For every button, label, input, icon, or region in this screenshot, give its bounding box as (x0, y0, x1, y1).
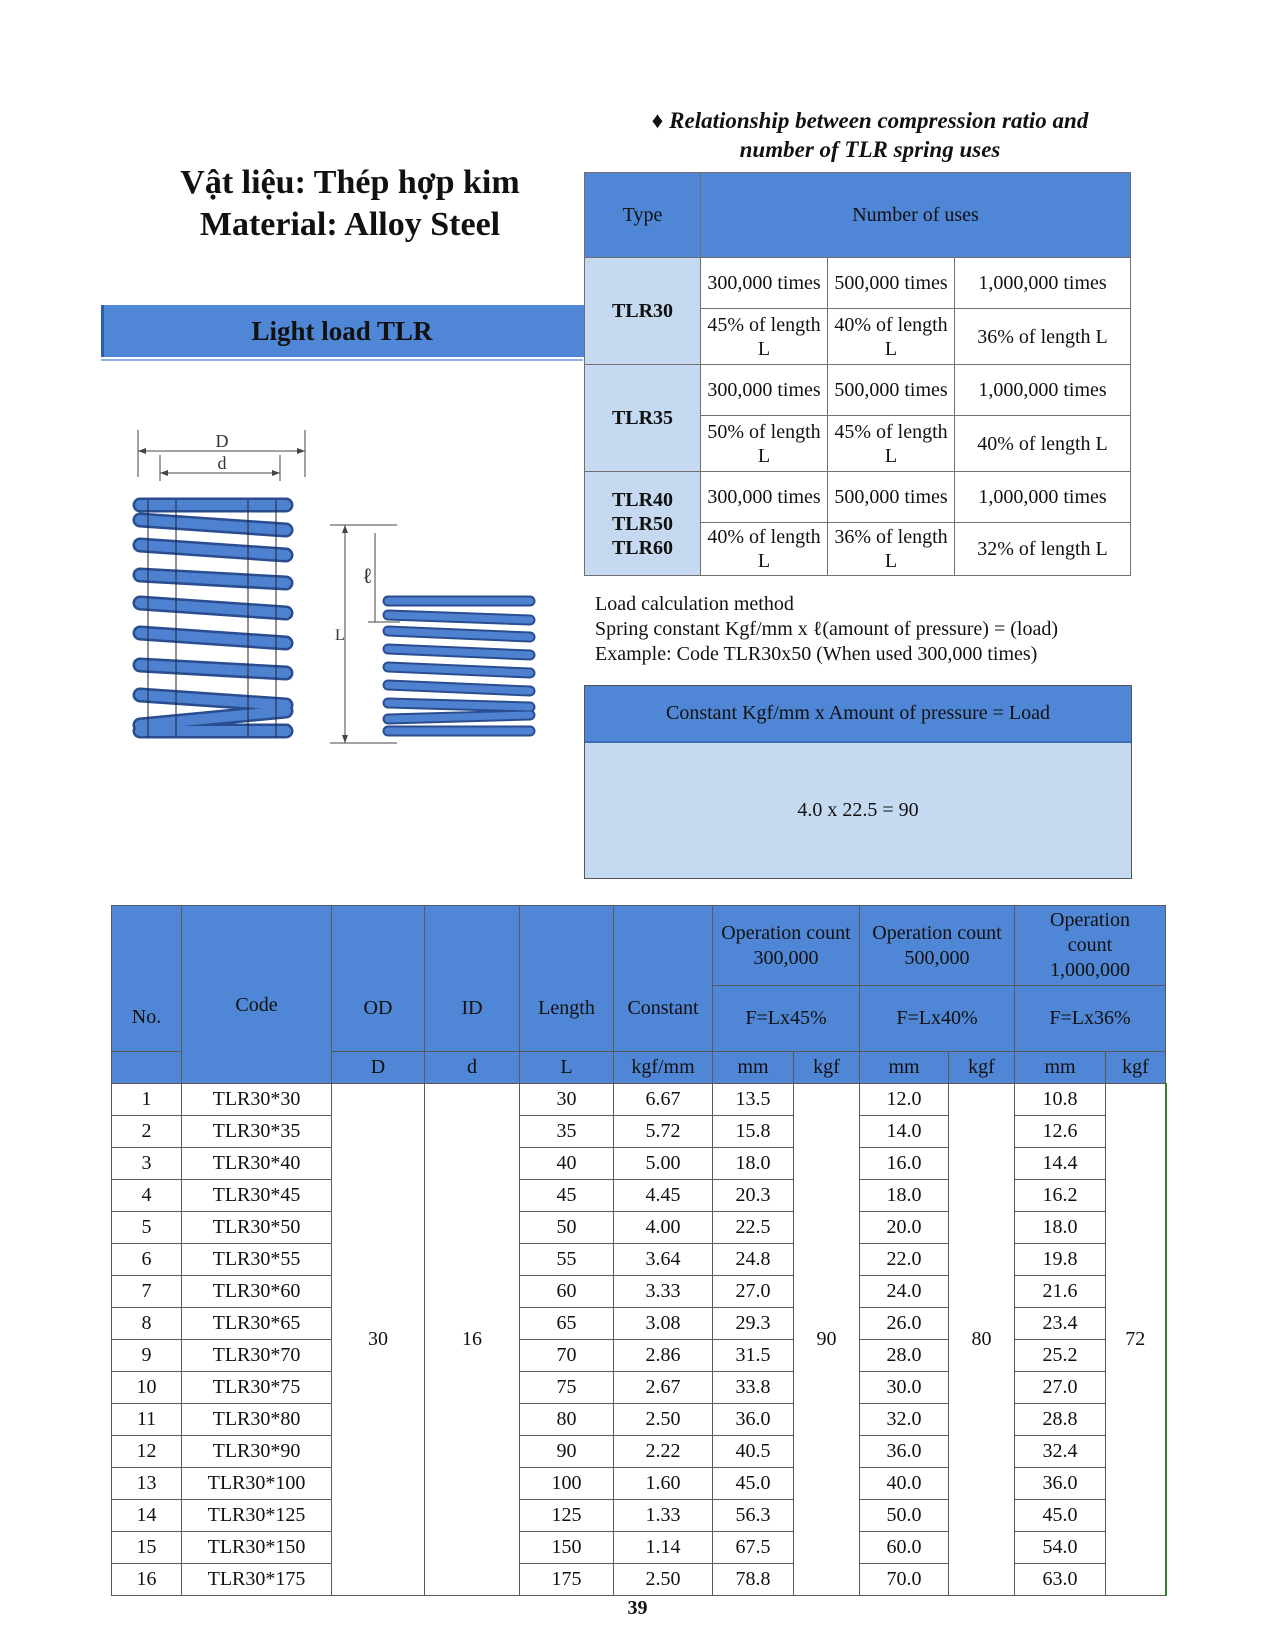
mm-45-cell: 22.5 (713, 1212, 794, 1244)
type-header: Type (585, 173, 701, 258)
mm-36-cell: 19.8 (1015, 1244, 1106, 1276)
f3-header: F=Lx36% (1015, 986, 1166, 1052)
page-number: 39 (627, 1597, 648, 1619)
constant-cell: 3.08 (614, 1308, 713, 1340)
length-cell: 80 (520, 1404, 614, 1436)
ratio-cell: 45% of length L (701, 309, 828, 365)
uses-cell: 500,000 times (828, 472, 955, 523)
mm-36-cell: 10.8 (1015, 1084, 1106, 1116)
mm-40-cell: 36.0 (860, 1436, 949, 1468)
length-cell: 40 (520, 1148, 614, 1180)
mm-40-cell: 70.0 (860, 1564, 949, 1596)
length-cell: 65 (520, 1308, 614, 1340)
uses-header: Number of uses (701, 173, 1131, 258)
code-cell: TLR30*70 (182, 1340, 332, 1372)
code-cell: TLR30*45 (182, 1180, 332, 1212)
mm-36-cell: 18.0 (1015, 1212, 1106, 1244)
mm-45-cell: 56.3 (713, 1500, 794, 1532)
constant-unit: kgf/mm (614, 1052, 713, 1084)
ratio-cell: 40% of length L (828, 309, 955, 365)
mm-40-cell: 60.0 (860, 1532, 949, 1564)
mm-45-cell: 67.5 (713, 1532, 794, 1564)
row-number-cell: 15 (112, 1532, 182, 1564)
row-number-cell: 9 (112, 1340, 182, 1372)
mm-36-cell: 45.0 (1015, 1500, 1106, 1532)
constant-cell: 2.50 (614, 1404, 713, 1436)
length-cell: 30 (520, 1084, 614, 1116)
mm-36-cell: 21.6 (1015, 1276, 1106, 1308)
code-cell: TLR30*75 (182, 1372, 332, 1404)
length-cell: 90 (520, 1436, 614, 1468)
uses-table (584, 172, 1131, 576)
mm-45-cell: 33.8 (713, 1372, 794, 1404)
mm-45-cell: 27.0 (713, 1276, 794, 1308)
mm-36-cell: 16.2 (1015, 1180, 1106, 1212)
constant-header: Constant (614, 906, 713, 1052)
code-cell: TLR30*30 (182, 1084, 332, 1116)
length-unit: L (520, 1052, 614, 1084)
mm-unit: mm (860, 1052, 949, 1084)
light-load-banner-title: Light load TLR (251, 316, 433, 346)
mm-45-cell: 29.3 (713, 1308, 794, 1340)
compression-label: ℓ (362, 563, 373, 588)
mm-40-cell: 18.0 (860, 1180, 949, 1212)
od-header: OD (332, 906, 425, 1052)
constant-cell: 5.72 (614, 1116, 713, 1148)
kgf-unit: kgf (1106, 1052, 1166, 1084)
free-length-label: L (335, 627, 345, 644)
length-cell: 50 (520, 1212, 614, 1244)
mm-36-cell: 25.2 (1015, 1340, 1106, 1372)
mm-45-cell: 20.3 (713, 1180, 794, 1212)
row-number-cell: 6 (112, 1244, 182, 1276)
inner-diameter-label: d (217, 453, 227, 473)
mm-40-cell: 26.0 (860, 1308, 949, 1340)
diamond-bullet-icon: ♦ (651, 108, 664, 133)
row-number-cell: 13 (112, 1468, 182, 1500)
mm-40-cell: 30.0 (860, 1372, 949, 1404)
row-number-cell: 8 (112, 1308, 182, 1340)
mm-36-cell: 54.0 (1015, 1532, 1106, 1564)
uses-cell: 500,000 times (828, 365, 955, 416)
constant-cell: 2.86 (614, 1340, 713, 1372)
ratio-cell: 50% of length L (701, 416, 828, 472)
constant-cell: 4.00 (614, 1212, 713, 1244)
length-cell: 55 (520, 1244, 614, 1276)
ratio-cell: 36% of length L (828, 523, 955, 576)
mm-45-cell: 40.5 (713, 1436, 794, 1468)
spring-diagram (130, 425, 570, 755)
mm-40-cell: 20.0 (860, 1212, 949, 1244)
spring-free-icon (140, 500, 286, 737)
id-header: ID (425, 906, 520, 1052)
code-cell: TLR30*60 (182, 1276, 332, 1308)
uses-cell: 1,000,000 times (955, 258, 1131, 309)
kgf-36-cell: 72 (1106, 1084, 1166, 1596)
id-value-cell: 16 (425, 1084, 520, 1596)
no-header: No. (112, 906, 182, 1052)
material-heading-en: Material: Alloy Steel (199, 206, 501, 243)
mm-40-cell: 24.0 (860, 1276, 949, 1308)
row-number-cell: 16 (112, 1564, 182, 1596)
row-number-cell: 14 (112, 1500, 182, 1532)
spring-compressed-icon (388, 601, 530, 731)
mm-unit: mm (713, 1052, 794, 1084)
spec-table-body (112, 1084, 1166, 1596)
mm-36-cell: 12.6 (1015, 1116, 1106, 1148)
mm-40-cell: 16.0 (860, 1148, 949, 1180)
type-cell: TLR35 (585, 365, 701, 472)
row-number-cell: 5 (112, 1212, 182, 1244)
op-count-3-header: Operation count 1,000,000 (1015, 906, 1166, 986)
no-unit-cell (112, 1052, 182, 1084)
load-calc-formula-text: Spring constant Kgf/mm x ℓ(amount of pressure) = (load) (595, 618, 1058, 640)
relationship-title (590, 106, 1150, 164)
code-header: Code (182, 906, 332, 1084)
mm-45-cell: 18.0 (713, 1148, 794, 1180)
table-row (112, 1084, 1166, 1116)
f1-header: F=Lx45% (713, 986, 860, 1052)
mm-45-cell: 13.5 (713, 1084, 794, 1116)
mm-40-cell: 12.0 (860, 1084, 949, 1116)
id-unit: d (425, 1052, 520, 1084)
code-cell: TLR30*90 (182, 1436, 332, 1468)
uses-cell: 300,000 times (701, 365, 828, 416)
op-count-1-header: Operation count 300,000 (713, 906, 860, 986)
diameter-label: D (215, 431, 229, 451)
mm-45-cell: 78.8 (713, 1564, 794, 1596)
formula-header: Constant Kgf/mm x Amount of pressure = Load (585, 686, 1131, 743)
mm-40-cell: 14.0 (860, 1116, 949, 1148)
code-cell: TLR30*40 (182, 1148, 332, 1180)
code-cell: TLR30*65 (182, 1308, 332, 1340)
mm-36-cell: 63.0 (1015, 1564, 1106, 1596)
relationship-title-line2: number of TLR spring uses (739, 137, 1001, 162)
length-cell: 150 (520, 1532, 614, 1564)
type-cell: TLR30 (585, 258, 701, 365)
code-cell: TLR30*175 (182, 1564, 332, 1596)
kgf-unit: kgf (794, 1052, 860, 1084)
code-cell: TLR30*80 (182, 1404, 332, 1436)
constant-cell: 1.60 (614, 1468, 713, 1500)
mm-36-cell: 23.4 (1015, 1308, 1106, 1340)
mm-36-cell: 28.8 (1015, 1404, 1106, 1436)
mm-40-cell: 32.0 (860, 1404, 949, 1436)
kgf-45-cell: 90 (794, 1084, 860, 1596)
code-cell: TLR30*50 (182, 1212, 332, 1244)
load-calc-title: Load calculation method (595, 593, 794, 615)
f2-header: F=Lx40% (860, 986, 1015, 1052)
spec-table (111, 905, 1167, 1596)
length-cell: 100 (520, 1468, 614, 1500)
ratio-cell: 32% of length L (955, 523, 1131, 576)
uses-cell: 300,000 times (701, 472, 828, 523)
code-cell: TLR30*100 (182, 1468, 332, 1500)
mm-45-cell: 24.8 (713, 1244, 794, 1276)
mm-36-cell: 32.4 (1015, 1436, 1106, 1468)
uses-cell: 1,000,000 times (955, 365, 1131, 416)
type-cell: TLR40 TLR50 TLR60 (585, 472, 701, 576)
relationship-title-line1: Relationship between compression ratio and (669, 108, 1089, 133)
constant-cell: 4.45 (614, 1180, 713, 1212)
row-number-cell: 2 (112, 1116, 182, 1148)
ratio-cell: 40% of length L (955, 416, 1131, 472)
uses-cell: 500,000 times (828, 258, 955, 309)
row-number-cell: 1 (112, 1084, 182, 1116)
code-cell: TLR30*125 (182, 1500, 332, 1532)
ratio-cell: 45% of length L (828, 416, 955, 472)
mm-36-cell: 14.4 (1015, 1148, 1106, 1180)
length-cell: 70 (520, 1340, 614, 1372)
constant-cell: 2.50 (614, 1564, 713, 1596)
mm-36-cell: 27.0 (1015, 1372, 1106, 1404)
code-cell: TLR30*150 (182, 1532, 332, 1564)
length-header: Length (520, 906, 614, 1052)
material-heading (130, 162, 570, 246)
od-unit: D (332, 1052, 425, 1084)
row-number-cell: 7 (112, 1276, 182, 1308)
length-cell: 45 (520, 1180, 614, 1212)
material-heading-vi: Vật liệu: Thép hợp kim (180, 164, 520, 201)
row-number-cell: 10 (112, 1372, 182, 1404)
row-number-cell: 4 (112, 1180, 182, 1212)
constant-cell: 3.64 (614, 1244, 713, 1276)
length-cell: 35 (520, 1116, 614, 1148)
mm-unit: mm (1015, 1052, 1106, 1084)
mm-36-cell: 36.0 (1015, 1468, 1106, 1500)
length-cell: 125 (520, 1500, 614, 1532)
mm-45-cell: 31.5 (713, 1340, 794, 1372)
code-cell: TLR30*55 (182, 1244, 332, 1276)
ratio-cell: 40% of length L (701, 523, 828, 576)
row-number-cell: 11 (112, 1404, 182, 1436)
length-cell: 75 (520, 1372, 614, 1404)
formula-box (584, 685, 1132, 879)
constant-cell: 1.33 (614, 1500, 713, 1532)
length-cell: 175 (520, 1564, 614, 1596)
constant-cell: 5.00 (614, 1148, 713, 1180)
load-calc-text (595, 592, 1058, 667)
banner-underline (101, 359, 583, 361)
constant-cell: 6.67 (614, 1084, 713, 1116)
mm-40-cell: 50.0 (860, 1500, 949, 1532)
op-count-2-header: Operation count 500,000 (860, 906, 1015, 986)
mm-40-cell: 28.0 (860, 1340, 949, 1372)
row-number-cell: 12 (112, 1436, 182, 1468)
kgf-unit: kgf (949, 1052, 1015, 1084)
load-calc-example-text: Example: Code TLR30x50 (When used 300,000 times) (595, 643, 1038, 665)
constant-cell: 2.22 (614, 1436, 713, 1468)
row-number-cell: 3 (112, 1148, 182, 1180)
constant-cell: 3.33 (614, 1276, 713, 1308)
length-cell: 60 (520, 1276, 614, 1308)
mm-40-cell: 40.0 (860, 1468, 949, 1500)
formula-example: 4.0 x 22.5 = 90 (585, 743, 1131, 878)
od-value-cell: 30 (332, 1084, 425, 1596)
mm-45-cell: 15.8 (713, 1116, 794, 1148)
mm-40-cell: 22.0 (860, 1244, 949, 1276)
mm-45-cell: 45.0 (713, 1468, 794, 1500)
constant-cell: 2.67 (614, 1372, 713, 1404)
code-cell: TLR30*35 (182, 1116, 332, 1148)
uses-cell: 300,000 times (701, 258, 828, 309)
constant-cell: 1.14 (614, 1532, 713, 1564)
uses-cell: 1,000,000 times (955, 472, 1131, 523)
kgf-40-cell: 80 (949, 1084, 1015, 1596)
ratio-cell: 36% of length L (955, 309, 1131, 365)
mm-45-cell: 36.0 (713, 1404, 794, 1436)
